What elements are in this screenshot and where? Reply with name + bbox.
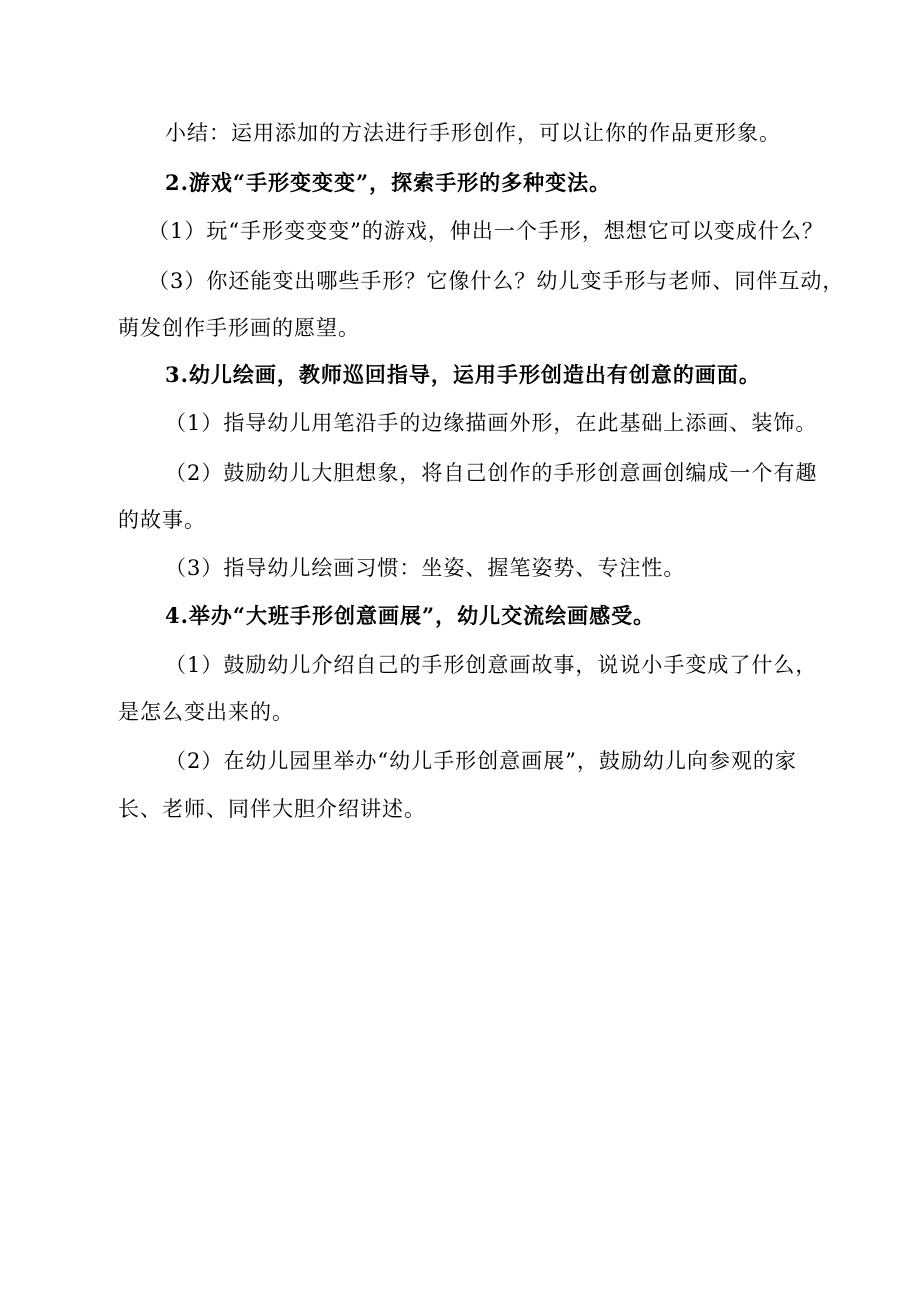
item-3-2: （2）鼓励幼儿大胆想象，将自己创作的手形创意画创编成一个有趣	[165, 461, 818, 485]
item-3-1: （1）指导幼儿用笔沿手的边缘描画外形，在此基础上添画、装饰。	[165, 411, 818, 435]
item-4-1: （1）鼓励幼儿介绍自己的手形创意画故事，说说小手变成了什么，	[165, 653, 818, 677]
heading-2: 2.游戏“手形变变变”，探索手形的多种变法。	[165, 170, 612, 195]
item-2-3: （3）你还能变出哪些手形？它像什么？幼儿变手形与老师、同伴互动，	[148, 269, 845, 293]
summary-line: 小结：运用添加的方法进行手形创作，可以让你的作品更形象。	[165, 121, 781, 145]
item-2-3-cont: 萌发创作手形画的愿望。	[118, 316, 360, 340]
item-3-2-cont: 的故事。	[118, 508, 206, 532]
item-3-3: （3）指导幼儿绘画习惯：坐姿、握笔姿势、专注性。	[165, 556, 686, 580]
heading-3: 3.幼儿绘画，教师巡回指导，运用手形创造出有创意的画面。	[165, 362, 761, 387]
item-2-1: （1）玩“手形变变变”的游戏，伸出一个手形，想想它可以变成什么？	[148, 219, 824, 243]
item-4-2-cont: 长、老师、同伴大胆介绍讲述。	[118, 797, 426, 821]
heading-4: 4.举办“大班手形创意画展”，幼儿交流绘画感受。	[165, 603, 656, 628]
item-4-2: （2）在幼儿园里举办“幼儿手形创意画展”，鼓励幼儿向参观的家	[165, 749, 797, 773]
item-4-1-cont: 是怎么变出来的。	[118, 700, 294, 724]
